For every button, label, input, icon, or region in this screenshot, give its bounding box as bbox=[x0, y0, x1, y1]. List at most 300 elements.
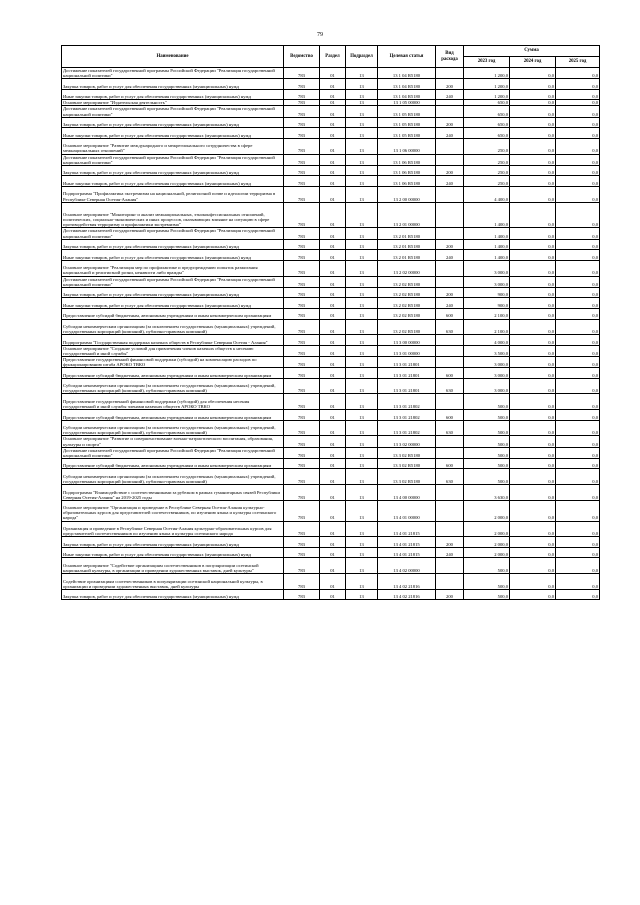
row-sum-2025-cell: 0,0 bbox=[556, 485, 600, 501]
row-ved-cell: 783 bbox=[284, 298, 320, 309]
row-razdel-cell: 01 bbox=[320, 574, 346, 590]
row-sum-2025-cell: 0,0 bbox=[556, 128, 600, 139]
row-sum-2024-cell: 0,0 bbox=[510, 100, 556, 106]
row-sum-2024-cell: 0,0 bbox=[510, 500, 556, 521]
table-row bbox=[62, 250, 600, 261]
row-sum-2025-cell: 0,0 bbox=[556, 345, 600, 356]
table-row bbox=[62, 202, 600, 228]
row-sum-2024-cell: 0,0 bbox=[510, 298, 556, 309]
row-sum-2023-cell: 500,0 bbox=[464, 574, 510, 590]
row-razdel-cell: 01 bbox=[320, 298, 346, 309]
row-sum-2025-cell: 0,0 bbox=[556, 469, 600, 485]
row-name-cell: Субсидии некоммерческим организациям (за исключением государственных (муниципальных) учреждений, государственных корпораций (компаний), публично-правовых компаний) bbox=[62, 378, 284, 394]
row-podrazdel-cell: 13 bbox=[346, 154, 378, 165]
row-expense-type-cell: 600 bbox=[436, 368, 464, 379]
table-row bbox=[62, 228, 600, 239]
row-sum-2025-cell: 0,0 bbox=[556, 117, 600, 128]
row-name-cell: Субсидии некоммерческим организациям (за исключением государственных (муниципальных) учреждений, государственных корпораций (компаний), публично-правовых компаний) bbox=[62, 319, 284, 335]
row-target-article-cell: 13 4 02 00000 bbox=[378, 558, 436, 574]
row-sum-2024-cell: 0,0 bbox=[510, 260, 556, 276]
row-razdel-cell: 01 bbox=[320, 485, 346, 501]
table-row bbox=[62, 458, 600, 469]
row-name-cell: Иные закупки товаров, работ и услуг для обеспечения государственных (муниципальных) нужд bbox=[62, 298, 284, 309]
row-expense-type-cell bbox=[436, 154, 464, 165]
row-name-cell: Подпрограмма "Профилактика экстремизма на национальной, религиозной почве и идеологии терроризма в Республике Северная Осетия-Алания" bbox=[62, 186, 284, 202]
row-sum-2025-cell: 0,0 bbox=[556, 154, 600, 165]
row-name-cell: Достижение показателей государственной программы Российской Федерации "Реализация государственной национальной политики" bbox=[62, 154, 284, 165]
row-sum-2025-cell: 0,0 bbox=[556, 378, 600, 394]
row-sum-2025-cell: 0,0 bbox=[556, 228, 600, 239]
row-sum-2024-cell: 0,0 bbox=[510, 368, 556, 379]
row-target-article-cell: 13 4 01 00000 bbox=[378, 500, 436, 521]
row-ved-cell: 783 bbox=[284, 186, 320, 202]
row-expense-type-cell: 630 bbox=[436, 378, 464, 394]
row-target-article-cell: 13 2 02 R5180 bbox=[378, 308, 436, 319]
table-row bbox=[62, 500, 600, 521]
row-sum-2025-cell: 0,0 bbox=[556, 458, 600, 469]
row-podrazdel-cell: 13 bbox=[346, 458, 378, 469]
row-ved-cell: 783 bbox=[284, 154, 320, 165]
row-name-cell: Подпрограмма "Взаимодействие с соотечественниками за рубежом в рамках гуманитарных связей Республики Северная Осетия-Алания" на 2019-2025 годы bbox=[62, 485, 284, 501]
table-row bbox=[62, 469, 600, 485]
row-expense-type-cell: 240 bbox=[436, 176, 464, 187]
row-podrazdel-cell: 13 bbox=[346, 117, 378, 128]
row-sum-2024-cell: 0,0 bbox=[510, 165, 556, 176]
row-sum-2023-cell: 2 000,0 bbox=[464, 547, 510, 558]
row-ved-cell: 783 bbox=[284, 319, 320, 335]
row-sum-2024-cell: 0,0 bbox=[510, 128, 556, 139]
row-sum-2025-cell: 0,0 bbox=[556, 79, 600, 90]
row-ved-cell: 783 bbox=[284, 165, 320, 176]
row-sum-2024-cell: 0,0 bbox=[510, 537, 556, 548]
row-target-article-cell: 13 3 02 R5180 bbox=[378, 447, 436, 458]
row-sum-2023-cell: 3 000,0 bbox=[464, 368, 510, 379]
row-expense-type-cell: 240 bbox=[436, 298, 464, 309]
row-razdel-cell: 01 bbox=[320, 79, 346, 90]
row-name-cell: Иные закупки товаров, работ и услуг для обеспечения государственных (муниципальных) нужд bbox=[62, 128, 284, 139]
row-sum-2024-cell: 0,0 bbox=[510, 378, 556, 394]
row-sum-2025-cell: 0,0 bbox=[556, 276, 600, 287]
row-target-article-cell: 13 2 01 00000 bbox=[378, 202, 436, 228]
row-podrazdel-cell: 13 bbox=[346, 79, 378, 90]
row-name-cell: Достижение показателей государственной программы Российской Федерации "Реализация государственной национальной политики" bbox=[62, 68, 284, 79]
row-razdel-cell: 01 bbox=[320, 239, 346, 250]
row-sum-2023-cell: 1 200,0 bbox=[464, 79, 510, 90]
row-sum-2024-cell: 0,0 bbox=[510, 436, 556, 447]
table-row bbox=[62, 547, 600, 558]
row-sum-2023-cell: 3 000,0 bbox=[464, 260, 510, 276]
row-ved-cell: 783 bbox=[284, 260, 320, 276]
row-name-cell: Предоставление государственной финансовой поддержки (субсидий) на компенсацию расходов по функционированию штаба АРОКО ТВКО bbox=[62, 356, 284, 367]
row-name-cell: Основное мероприятие "Развитие международного и межрегионального сотрудничества в сфере межнациональных отношений" bbox=[62, 138, 284, 154]
row-podrazdel-cell: 13 bbox=[346, 447, 378, 458]
row-name-cell: Основное мероприятие "Мониторинг и анализ межнациональных, этноконфессиональных отношений, политических, социально-экономических и иных процессов, оказывающих влияние на ситуацию в сфере противодействия терроризму и профилактики экстремизма" bbox=[62, 202, 284, 228]
row-target-article-cell: 13 3 02 00000 bbox=[378, 436, 436, 447]
row-podrazdel-cell: 13 bbox=[346, 394, 378, 410]
row-podrazdel-cell: 13 bbox=[346, 186, 378, 202]
header-row-1 bbox=[62, 46, 600, 57]
row-target-article-cell: 13 4 01 21815 bbox=[378, 521, 436, 537]
row-ved-cell: 783 bbox=[284, 469, 320, 485]
row-expense-type-cell bbox=[436, 68, 464, 79]
row-expense-type-cell bbox=[436, 521, 464, 537]
row-razdel-cell: 01 bbox=[320, 308, 346, 319]
row-sum-2024-cell: 0,0 bbox=[510, 558, 556, 574]
header-name: Наименование bbox=[62, 46, 284, 68]
row-name-cell: Достижение показателей государственной программы Российской Федерации "Реализация государственной национальной политики" bbox=[62, 447, 284, 458]
row-sum-2023-cell: 2 100,0 bbox=[464, 319, 510, 335]
page-number: 79 bbox=[317, 32, 323, 38]
row-razdel-cell: 01 bbox=[320, 138, 346, 154]
row-razdel-cell: 01 bbox=[320, 276, 346, 287]
row-ved-cell: 783 bbox=[284, 287, 320, 298]
row-sum-2025-cell: 0,0 bbox=[556, 410, 600, 421]
row-podrazdel-cell: 13 bbox=[346, 100, 378, 106]
row-name-cell: Закупка товаров, работ и услуг для обеспечения государственных (муниципальных) нужд bbox=[62, 79, 284, 90]
row-sum-2023-cell: 500,0 bbox=[464, 458, 510, 469]
row-razdel-cell: 01 bbox=[320, 368, 346, 379]
row-razdel-cell: 01 bbox=[320, 558, 346, 574]
row-name-cell: Закупка товаров, работ и услуг для обеспечения государственных (муниципальных) нужд bbox=[62, 117, 284, 128]
row-name-cell: Основное мероприятие "Реализация мер по профилактике и предупреждению попыток разжигания национальной и религиозной розни, ненависти либо вражды" bbox=[62, 260, 284, 276]
row-ved-cell: 783 bbox=[284, 410, 320, 421]
row-ved-cell: 783 bbox=[284, 128, 320, 139]
row-sum-2025-cell: 0,0 bbox=[556, 521, 600, 537]
row-razdel-cell: 01 bbox=[320, 106, 346, 117]
row-razdel-cell: 01 bbox=[320, 500, 346, 521]
row-target-article-cell: 13 4 02 21816 bbox=[378, 574, 436, 590]
row-sum-2025-cell: 0,0 bbox=[556, 558, 600, 574]
row-target-article-cell: 13 4 01 21815 bbox=[378, 547, 436, 558]
table-row bbox=[62, 420, 600, 436]
row-sum-2025-cell: 0,0 bbox=[556, 356, 600, 367]
row-name-cell: Предоставление субсидий бюджетным, автономным учреждениям и иным некоммерческим организациям bbox=[62, 458, 284, 469]
row-razdel-cell: 01 bbox=[320, 345, 346, 356]
row-sum-2023-cell: 250,0 bbox=[464, 138, 510, 154]
row-ved-cell: 783 bbox=[284, 500, 320, 521]
row-sum-2025-cell: 0,0 bbox=[556, 176, 600, 187]
row-target-article-cell: 13 2 02 00000 bbox=[378, 260, 436, 276]
table-row bbox=[62, 521, 600, 537]
row-podrazdel-cell: 13 bbox=[346, 128, 378, 139]
row-sum-2024-cell: 0,0 bbox=[510, 547, 556, 558]
row-expense-type-cell bbox=[436, 276, 464, 287]
row-expense-type-cell bbox=[436, 228, 464, 239]
row-expense-type-cell: 200 bbox=[436, 589, 464, 600]
row-name-cell: Закупка товаров, работ и услуг для обеспечения государственных (муниципальных) нужд bbox=[62, 589, 284, 600]
row-podrazdel-cell: 13 bbox=[346, 485, 378, 501]
table-row bbox=[62, 378, 600, 394]
row-target-article-cell: 13 3 01 21802 bbox=[378, 420, 436, 436]
row-razdel-cell: 01 bbox=[320, 250, 346, 261]
row-target-article-cell: 13 2 02 R5180 bbox=[378, 319, 436, 335]
table-row bbox=[62, 176, 600, 187]
row-expense-type-cell bbox=[436, 356, 464, 367]
row-podrazdel-cell: 13 bbox=[346, 335, 378, 346]
row-expense-type-cell: 600 bbox=[436, 458, 464, 469]
row-ved-cell: 783 bbox=[284, 537, 320, 548]
row-sum-2023-cell: 250,0 bbox=[464, 154, 510, 165]
row-sum-2025-cell: 0,0 bbox=[556, 287, 600, 298]
row-ved-cell: 783 bbox=[284, 558, 320, 574]
row-sum-2025-cell: 0,0 bbox=[556, 298, 600, 309]
row-podrazdel-cell: 13 bbox=[346, 521, 378, 537]
row-sum-2024-cell: 0,0 bbox=[510, 521, 556, 537]
row-sum-2025-cell: 0,0 bbox=[556, 574, 600, 590]
row-razdel-cell: 01 bbox=[320, 202, 346, 228]
table-row bbox=[62, 128, 600, 139]
row-podrazdel-cell: 13 bbox=[346, 287, 378, 298]
row-razdel-cell: 01 bbox=[320, 589, 346, 600]
row-target-article-cell: 13 3 01 00000 bbox=[378, 345, 436, 356]
table-row bbox=[62, 345, 600, 356]
table-row bbox=[62, 537, 600, 548]
row-name-cell: Закупка товаров, работ и услуг для обеспечения государственных (муниципальных) нужд bbox=[62, 287, 284, 298]
row-sum-2023-cell: 500,0 bbox=[464, 558, 510, 574]
row-sum-2024-cell: 0,0 bbox=[510, 308, 556, 319]
row-sum-2023-cell: 2 100,0 bbox=[464, 308, 510, 319]
row-expense-type-cell: 240 bbox=[436, 89, 464, 100]
table-row bbox=[62, 589, 600, 600]
row-name-cell: Организация и проведение в Республике Северная Осетия-Алания культурно-образовательных курсов для представителей соотечественников по изучению языка и культуры осетинского народа bbox=[62, 521, 284, 537]
row-target-article-cell: 13 1 06 00000 bbox=[378, 138, 436, 154]
row-podrazdel-cell: 13 bbox=[346, 68, 378, 79]
row-sum-2024-cell: 0,0 bbox=[510, 138, 556, 154]
row-sum-2024-cell: 0,0 bbox=[510, 89, 556, 100]
row-sum-2024-cell: 0,0 bbox=[510, 447, 556, 458]
row-razdel-cell: 01 bbox=[320, 176, 346, 187]
row-expense-type-cell bbox=[436, 574, 464, 590]
row-razdel-cell: 01 bbox=[320, 537, 346, 548]
row-name-cell: Закупка товаров, работ и услуг для обеспечения государственных (муниципальных) нужд bbox=[62, 239, 284, 250]
table-row bbox=[62, 308, 600, 319]
row-name-cell: Закупка товаров, работ и услуг для обеспечения государственных (муниципальных) нужд bbox=[62, 537, 284, 548]
table-row bbox=[62, 319, 600, 335]
row-sum-2025-cell: 0,0 bbox=[556, 239, 600, 250]
row-podrazdel-cell: 13 bbox=[346, 298, 378, 309]
row-razdel-cell: 01 bbox=[320, 458, 346, 469]
row-ved-cell: 783 bbox=[284, 89, 320, 100]
row-razdel-cell: 01 bbox=[320, 228, 346, 239]
row-sum-2023-cell: 1 200,0 bbox=[464, 68, 510, 79]
row-target-article-cell: 13 1 05 R5180 bbox=[378, 128, 436, 139]
row-sum-2025-cell: 0,0 bbox=[556, 547, 600, 558]
row-name-cell: Основное мероприятие "Издательская деятельность" bbox=[62, 100, 284, 106]
row-sum-2023-cell: 500,0 bbox=[464, 447, 510, 458]
row-podrazdel-cell: 13 bbox=[346, 308, 378, 319]
row-expense-type-cell bbox=[436, 186, 464, 202]
row-sum-2023-cell: 1 400,0 bbox=[464, 202, 510, 228]
table-row bbox=[62, 368, 600, 379]
row-ved-cell: 783 bbox=[284, 79, 320, 90]
row-razdel-cell: 01 bbox=[320, 117, 346, 128]
row-sum-2023-cell: 1 200,0 bbox=[464, 89, 510, 100]
row-sum-2024-cell: 0,0 bbox=[510, 410, 556, 421]
row-podrazdel-cell: 13 bbox=[346, 106, 378, 117]
row-razdel-cell: 01 bbox=[320, 319, 346, 335]
row-podrazdel-cell: 13 bbox=[346, 319, 378, 335]
table-row bbox=[62, 79, 600, 90]
row-razdel-cell: 01 bbox=[320, 436, 346, 447]
row-sum-2024-cell: 0,0 bbox=[510, 186, 556, 202]
row-target-article-cell: 13 1 06 R5180 bbox=[378, 176, 436, 187]
row-ved-cell: 783 bbox=[284, 345, 320, 356]
row-sum-2024-cell: 0,0 bbox=[510, 117, 556, 128]
table-row bbox=[62, 165, 600, 176]
row-razdel-cell: 01 bbox=[320, 447, 346, 458]
table-row bbox=[62, 138, 600, 154]
row-sum-2023-cell: 650,0 bbox=[464, 117, 510, 128]
row-sum-2024-cell: 0,0 bbox=[510, 458, 556, 469]
row-sum-2025-cell: 0,0 bbox=[556, 436, 600, 447]
row-sum-2025-cell: 0,0 bbox=[556, 537, 600, 548]
row-sum-2023-cell: 1 400,0 bbox=[464, 228, 510, 239]
header-sum: Сумма bbox=[464, 46, 600, 57]
row-podrazdel-cell: 13 bbox=[346, 165, 378, 176]
row-expense-type-cell: 630 bbox=[436, 420, 464, 436]
row-expense-type-cell: 630 bbox=[436, 319, 464, 335]
table-row bbox=[62, 276, 600, 287]
row-sum-2025-cell: 0,0 bbox=[556, 68, 600, 79]
row-name-cell: Иные закупки товаров, работ и услуг для обеспечения государственных (муниципальных) нужд bbox=[62, 547, 284, 558]
row-sum-2025-cell: 0,0 bbox=[556, 368, 600, 379]
row-name-cell: Предоставление субсидий бюджетным, автономным учреждениям и иным некоммерческим организациям bbox=[62, 410, 284, 421]
table-row bbox=[62, 485, 600, 501]
row-sum-2023-cell: 500,0 bbox=[464, 436, 510, 447]
header-ved: Ведомство bbox=[284, 46, 320, 68]
row-sum-2023-cell: 500,0 bbox=[464, 469, 510, 485]
row-target-article-cell: 13 1 04 R5180 bbox=[378, 89, 436, 100]
row-razdel-cell: 01 bbox=[320, 186, 346, 202]
row-expense-type-cell bbox=[436, 260, 464, 276]
row-sum-2023-cell: 2 000,0 bbox=[464, 500, 510, 521]
row-target-article-cell: 13 3 01 21802 bbox=[378, 394, 436, 410]
row-target-article-cell: 13 4 01 21815 bbox=[378, 537, 436, 548]
row-name-cell: Достижение показателей государственной программы Российской Федерации "Реализация государственной национальной политики" bbox=[62, 276, 284, 287]
row-expense-type-cell bbox=[436, 447, 464, 458]
table-row bbox=[62, 106, 600, 117]
row-podrazdel-cell: 13 bbox=[346, 558, 378, 574]
row-razdel-cell: 01 bbox=[320, 521, 346, 537]
row-razdel-cell: 01 bbox=[320, 100, 346, 106]
row-sum-2023-cell: 900,0 bbox=[464, 287, 510, 298]
row-sum-2024-cell: 0,0 bbox=[510, 394, 556, 410]
row-expense-type-cell: 600 bbox=[436, 410, 464, 421]
row-ved-cell: 783 bbox=[284, 100, 320, 106]
row-target-article-cell: 13 2 02 R5180 bbox=[378, 287, 436, 298]
row-ved-cell: 783 bbox=[284, 176, 320, 187]
row-razdel-cell: 01 bbox=[320, 394, 346, 410]
row-expense-type-cell: 240 bbox=[436, 250, 464, 261]
row-expense-type-cell bbox=[436, 202, 464, 228]
row-sum-2023-cell: 4 000,0 bbox=[464, 335, 510, 346]
row-name-cell: Основное мероприятие "Создание условий для привлечения членов казачьих обществ к несению государственной и иной службы" bbox=[62, 345, 284, 356]
row-sum-2024-cell: 0,0 bbox=[510, 106, 556, 117]
row-expense-type-cell bbox=[436, 335, 464, 346]
row-podrazdel-cell: 13 bbox=[346, 202, 378, 228]
row-name-cell: Основное мероприятие "Содействие организациям соотечественников в популяризации осетинской национальной культуры, в организации и проведении художественных выставок, дней культуры" bbox=[62, 558, 284, 574]
table-row bbox=[62, 410, 600, 421]
row-target-article-cell: 13 1 06 R5180 bbox=[378, 165, 436, 176]
row-target-article-cell: 13 2 02 R5180 bbox=[378, 276, 436, 287]
row-razdel-cell: 01 bbox=[320, 378, 346, 394]
row-sum-2025-cell: 0,0 bbox=[556, 319, 600, 335]
row-razdel-cell: 01 bbox=[320, 287, 346, 298]
row-target-article-cell: 13 4 02 21816 bbox=[378, 589, 436, 600]
row-ved-cell: 783 bbox=[284, 547, 320, 558]
table-row bbox=[62, 154, 600, 165]
header-2025: 2025 год bbox=[556, 57, 600, 68]
row-sum-2024-cell: 0,0 bbox=[510, 345, 556, 356]
row-sum-2023-cell: 1 400,0 bbox=[464, 250, 510, 261]
row-name-cell: Субсидии некоммерческим организациям (за исключением государственных (муниципальных) учреждений, государственных корпораций (компаний), публично-правовых компаний) bbox=[62, 469, 284, 485]
row-podrazdel-cell: 13 bbox=[346, 345, 378, 356]
row-sum-2025-cell: 0,0 bbox=[556, 100, 600, 106]
row-sum-2024-cell: 0,0 bbox=[510, 276, 556, 287]
row-expense-type-cell: 200 bbox=[436, 117, 464, 128]
row-podrazdel-cell: 13 bbox=[346, 368, 378, 379]
row-target-article-cell: 13 2 01 R5180 bbox=[378, 239, 436, 250]
row-name-cell: Иные закупки товаров, работ и услуг для обеспечения государственных (муниципальных) нужд bbox=[62, 89, 284, 100]
row-expense-type-cell: 630 bbox=[436, 469, 464, 485]
row-sum-2023-cell: 500,0 bbox=[464, 420, 510, 436]
table-row bbox=[62, 574, 600, 590]
row-target-article-cell: 13 2 01 R5180 bbox=[378, 228, 436, 239]
row-sum-2023-cell: 3 000,0 bbox=[464, 378, 510, 394]
row-name-cell: Содействие организациям соотечественников в популяризации осетинской национальной культуры, в организации и проведении художественных выставок, дней культуры bbox=[62, 574, 284, 590]
row-target-article-cell: 13 3 02 R5180 bbox=[378, 469, 436, 485]
header-podrazdel: Подраздел bbox=[346, 46, 378, 68]
row-expense-type-cell bbox=[436, 558, 464, 574]
row-expense-type-cell: 240 bbox=[436, 128, 464, 139]
row-sum-2025-cell: 0,0 bbox=[556, 202, 600, 228]
row-razdel-cell: 01 bbox=[320, 410, 346, 421]
row-sum-2025-cell: 0,0 bbox=[556, 138, 600, 154]
header-target-article: Целевая статья bbox=[378, 46, 436, 68]
row-podrazdel-cell: 13 bbox=[346, 500, 378, 521]
row-ved-cell: 783 bbox=[284, 239, 320, 250]
row-name-cell: Предоставление субсидий бюджетным, автономным учреждениям и иным некоммерческим организациям bbox=[62, 308, 284, 319]
row-sum-2023-cell: 250,0 bbox=[464, 165, 510, 176]
row-expense-type-cell bbox=[436, 500, 464, 521]
row-ved-cell: 783 bbox=[284, 420, 320, 436]
row-ved-cell: 783 bbox=[284, 138, 320, 154]
row-expense-type-cell: 200 bbox=[436, 239, 464, 250]
row-sum-2024-cell: 0,0 bbox=[510, 228, 556, 239]
row-expense-type-cell: 200 bbox=[436, 79, 464, 90]
row-podrazdel-cell: 13 bbox=[346, 176, 378, 187]
row-sum-2023-cell: 3 000,0 bbox=[464, 276, 510, 287]
table-row bbox=[62, 239, 600, 250]
table-row bbox=[62, 335, 600, 346]
row-sum-2024-cell: 0,0 bbox=[510, 420, 556, 436]
row-razdel-cell: 01 bbox=[320, 356, 346, 367]
row-podrazdel-cell: 13 bbox=[346, 276, 378, 287]
row-expense-type-cell bbox=[436, 345, 464, 356]
table-row bbox=[62, 298, 600, 309]
row-sum-2024-cell: 0,0 bbox=[510, 485, 556, 501]
row-ved-cell: 783 bbox=[284, 521, 320, 537]
row-sum-2025-cell: 0,0 bbox=[556, 186, 600, 202]
row-name-cell: Закупка товаров, работ и услуг для обеспечения государственных (муниципальных) нужд bbox=[62, 165, 284, 176]
row-target-article-cell: 13 3 00 00000 bbox=[378, 335, 436, 346]
row-sum-2024-cell: 0,0 bbox=[510, 319, 556, 335]
row-podrazdel-cell: 13 bbox=[346, 228, 378, 239]
row-ved-cell: 783 bbox=[284, 202, 320, 228]
row-sum-2024-cell: 0,0 bbox=[510, 574, 556, 590]
row-podrazdel-cell: 13 bbox=[346, 537, 378, 548]
row-ved-cell: 783 bbox=[284, 356, 320, 367]
